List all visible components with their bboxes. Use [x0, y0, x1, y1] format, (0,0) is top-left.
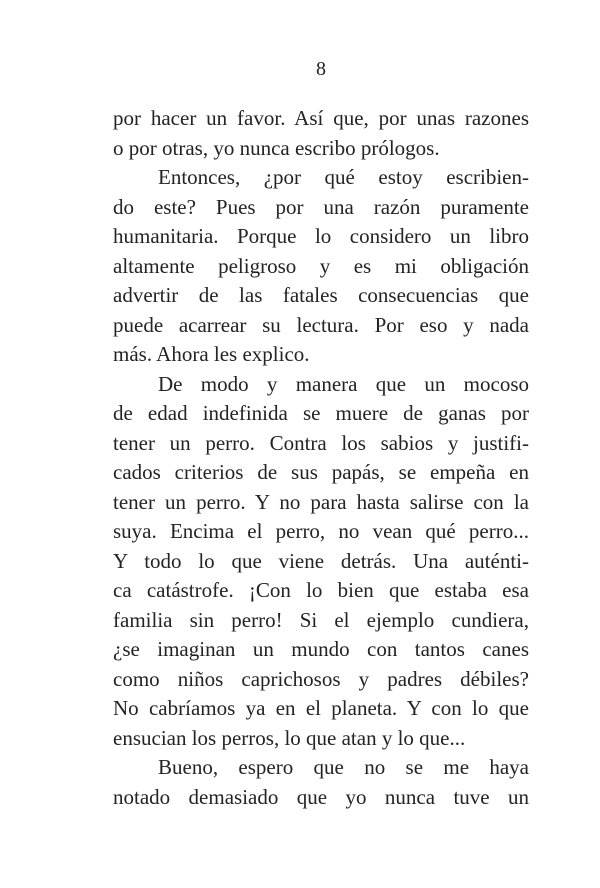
text-line: como niños caprichosos y padres débiles?	[113, 666, 529, 691]
text-line: tener un perro. Y no para hasta salirse con la	[113, 489, 529, 514]
page-number: 8	[316, 58, 326, 80]
page-text	[113, 104, 529, 812]
text-line: De modo y manera que un mocoso	[158, 371, 529, 396]
text-line: tener un perro. Contra los sabios y justifi-	[113, 430, 529, 455]
text-line: por hacer un favor. Así que, por unas razones	[113, 106, 529, 130]
text-line: Y todo lo que viene detrás. Una auténti-	[113, 548, 529, 573]
text-line: altamente peligroso y es mi obligación	[113, 253, 529, 278]
text-line: No cabríamos ya en el planeta. Y con lo que	[113, 696, 529, 720]
text-line: ¿se imaginan un mundo con tantos canes	[113, 637, 529, 661]
text-line: notado demasiado que yo nunca tuve un	[113, 784, 529, 809]
text-line: familia sin perro! Si el ejemplo cundiera,	[113, 607, 529, 632]
paragraph	[113, 370, 529, 754]
text-line: ensucian los perros, lo que atan y lo que...	[113, 725, 466, 750]
paragraph	[113, 163, 529, 370]
text-line: humanitaria. Porque lo considero un libro	[113, 224, 529, 248]
text-line: ca catástrofe. ¡Con lo bien que estaba esa	[113, 578, 529, 602]
paragraph	[113, 104, 529, 163]
text-line: o por otras, yo nunca escribo prólogos.	[113, 135, 440, 160]
text-line: Bueno, espero que no se me haya	[158, 755, 529, 779]
text-line: más. Ahora les explico.	[113, 342, 310, 366]
text-line: cados criterios de sus papás, se empeña en	[113, 460, 529, 484]
text-line: Entonces, ¿por qué estoy escribien-	[158, 165, 529, 189]
text-line: suya. Encima el perro, no vean qué perro...	[113, 519, 529, 543]
text-line: do este? Pues por una razón puramente	[113, 194, 529, 219]
paragraph	[113, 753, 529, 812]
text-line: advertir de las fatales consecuencias que	[113, 283, 529, 307]
text-line: de edad indefinida se muere de ganas por	[113, 401, 529, 425]
text-line: puede acarrear su lectura. Por eso y nada	[113, 312, 529, 337]
